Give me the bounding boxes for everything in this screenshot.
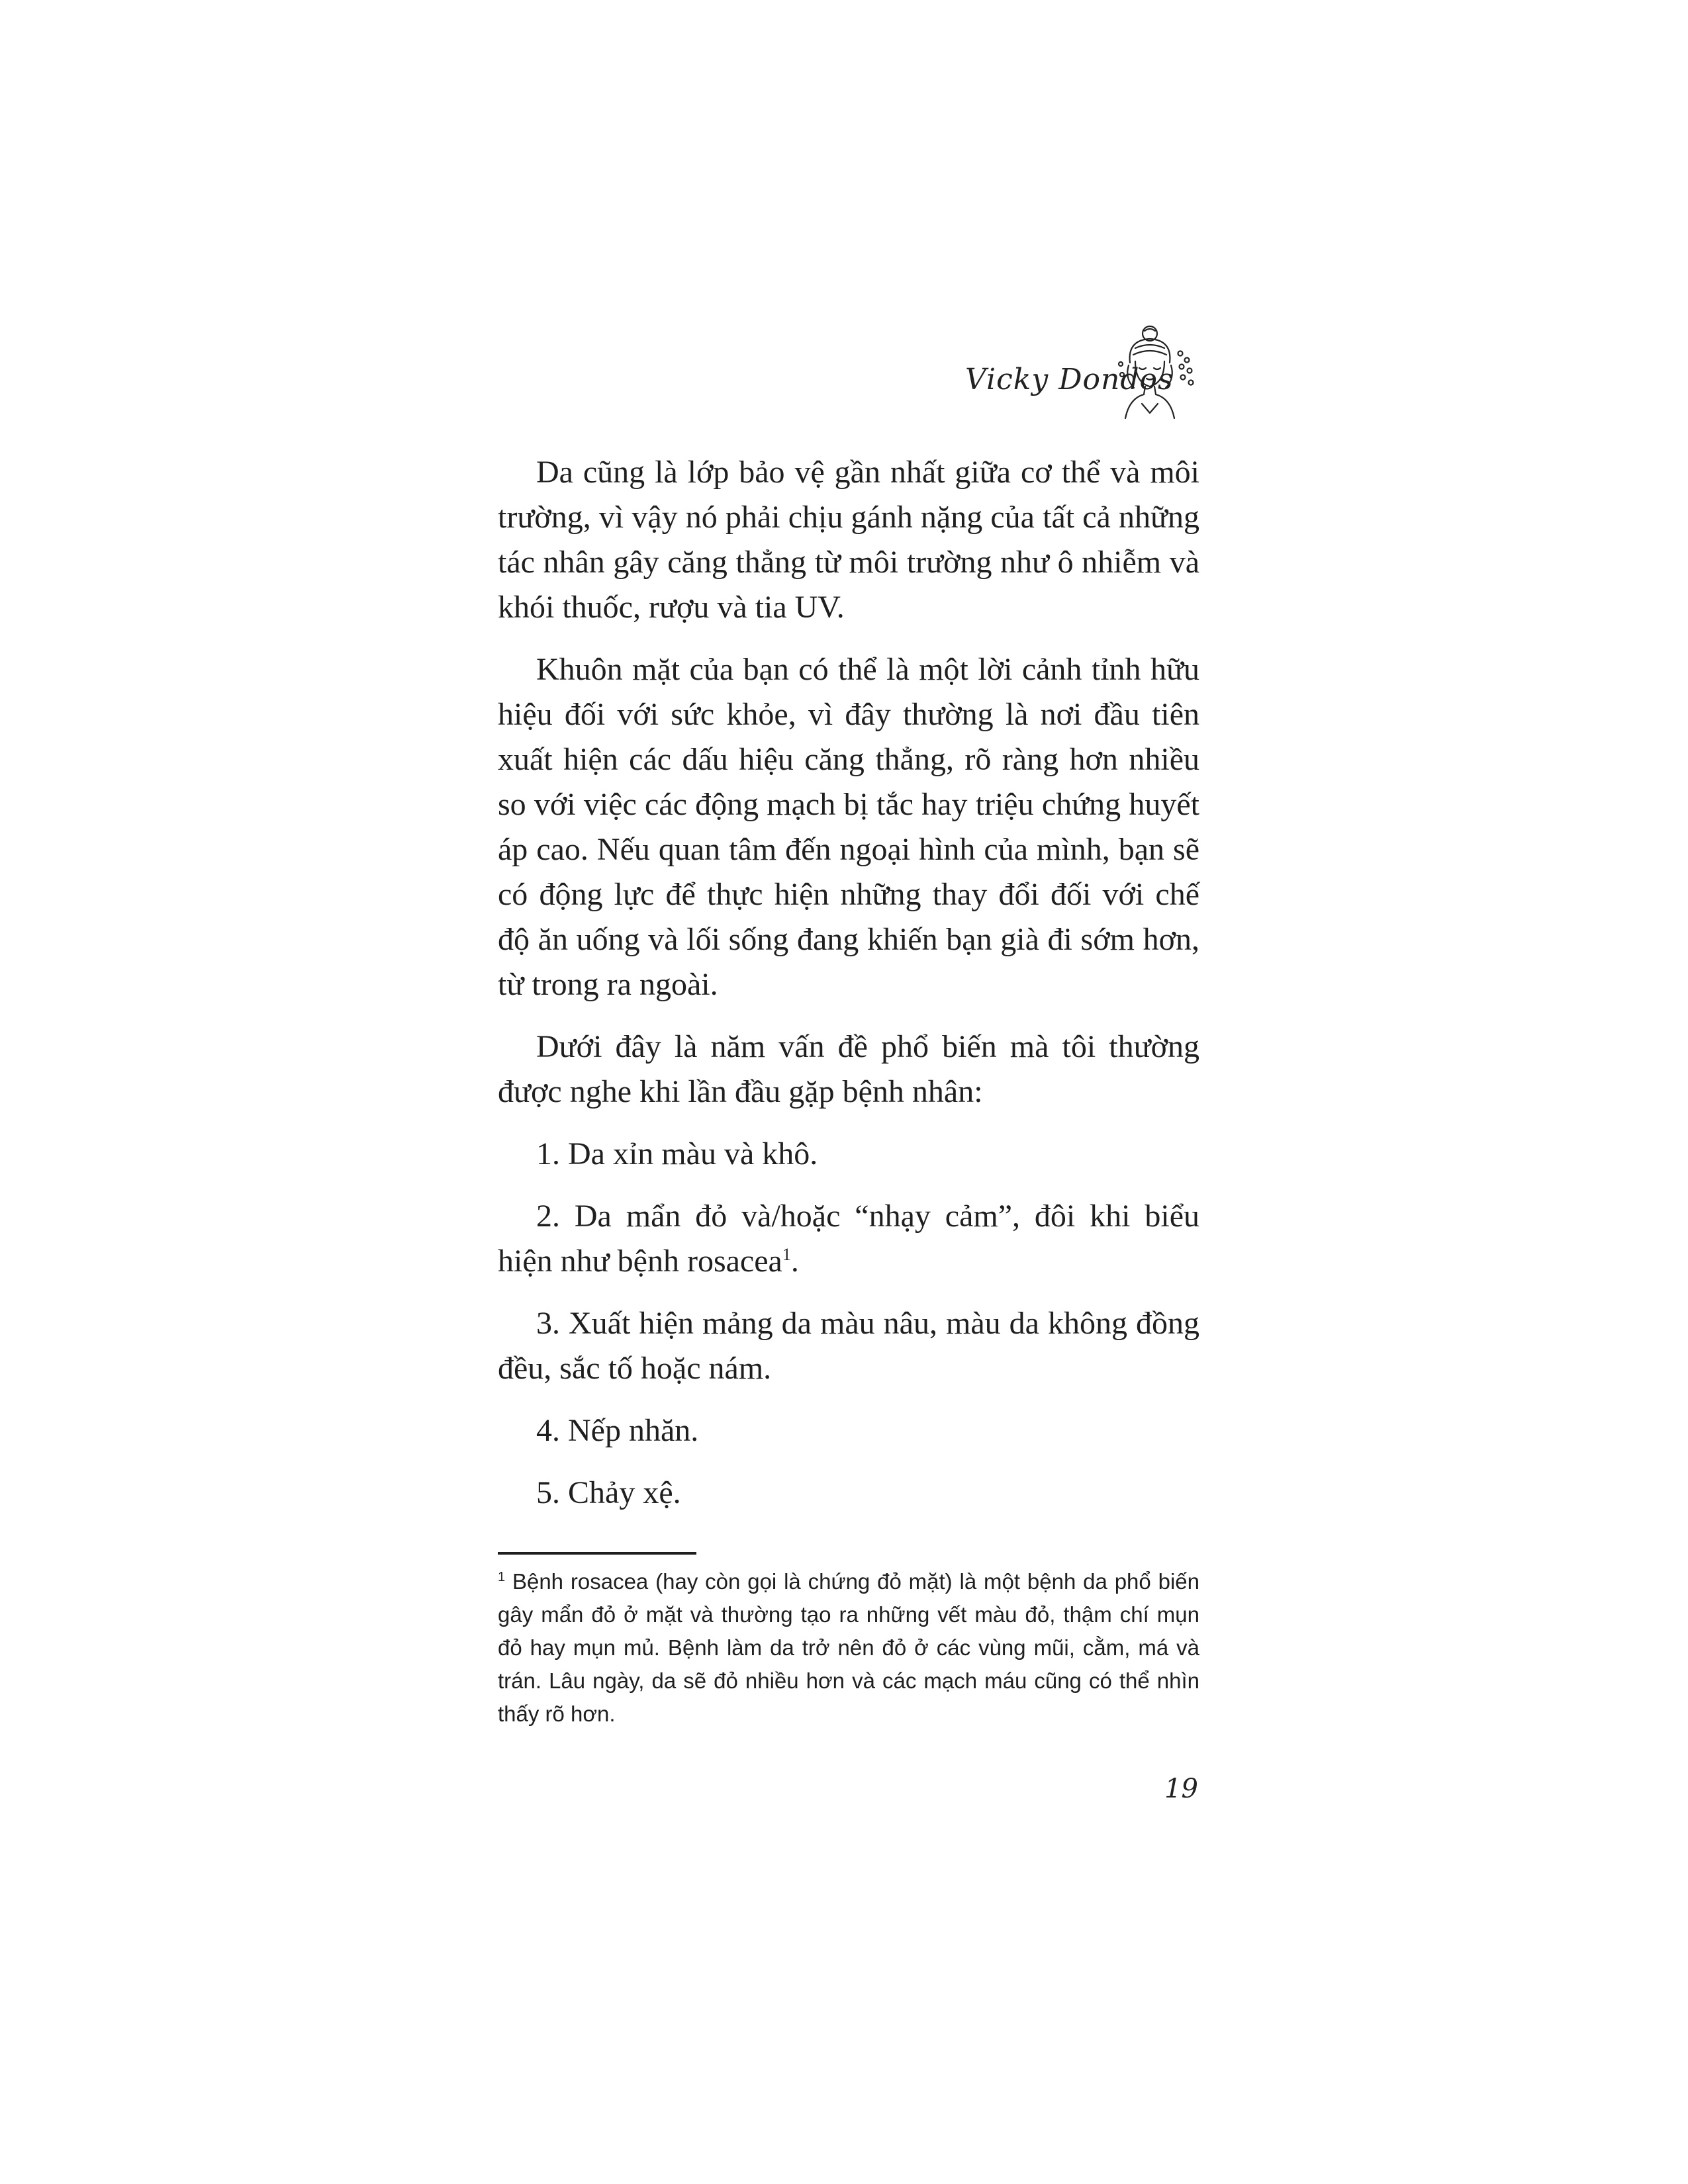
footnote-marker: 1 bbox=[498, 1570, 506, 1584]
page-number: 19 bbox=[1164, 1774, 1198, 1804]
footnote-reference[interactable]: 1 bbox=[782, 1245, 791, 1264]
list-item: 1. Da xỉn màu và khô. bbox=[536, 1136, 818, 1171]
paragraph: Khuôn mặt của bạn có thể là một lời cảnh tỉnh hữu hiệu đối với sức khỏe, vì đây thường là nơi đầu tiên xuất hiện các dấu hiệu căng thẳng, rõ ràng hơn nhiều so với việc các động mạch bị tắc hay triệu chứng huyết áp cao. Nếu quan tâm đến ngoại hình của mình, bạn sẽ có động lực để thực hiện những thay đổi đối với chế độ ăn uống và lối sống đang khiến bạn già đi sớm hơn, từ trong ra ngoài. bbox=[498, 652, 1199, 1002]
paragraph: Da cũng là lớp bảo vệ gần nhất giữa cơ thể và môi trường, vì vậy nó phải chịu gánh nặng của tất cả những tác nhân gây căng thẳng từ môi trường như ô nhiễm và khói thuốc, rượu và tia UV. bbox=[498, 455, 1199, 625]
footnote bbox=[498, 1565, 1199, 1731]
main-text bbox=[498, 450, 1199, 1533]
paragraph: Dưới đây là năm vấn đề phổ biến mà tôi thường được nghe khi lần đầu gặp bệnh nhân: bbox=[498, 1029, 1199, 1109]
list-item: 4. Nếp nhăn. bbox=[536, 1413, 699, 1448]
footnote-text: Bệnh rosacea (hay còn gọi là chứng đỏ mặt) là một bệnh da phổ biến gây mẩn đỏ ở mặt và thường tạo ra những vết màu đỏ, thậm chí mụn đỏ hay mụn mủ. Bệnh làm da trở nên đỏ ở các vùng mũi, cằm, má và trán. Lâu ngày, da sẽ đỏ nhiều hơn và các mạch máu cũng có thể nhìn thấy rõ hơn. bbox=[498, 1569, 1199, 1726]
list-item-text: 2. Da mẩn đỏ và/hoặc “nhạy cảm”, đôi khi biểu hiện như bệnh rosacea bbox=[498, 1199, 1199, 1279]
list-item-end: . bbox=[790, 1244, 799, 1279]
running-header bbox=[953, 324, 1205, 424]
author-name: Vicky Dondos bbox=[965, 363, 1174, 396]
list-item bbox=[498, 1194, 1199, 1284]
list-item: 3. Xuất hiện mảng da màu nâu, màu da không đồng đều, sắc tố hoặc nám. bbox=[498, 1306, 1199, 1386]
woman-portrait-icon bbox=[1115, 324, 1198, 420]
footnote-divider bbox=[498, 1552, 696, 1555]
list-item: 5. Chảy xệ. bbox=[536, 1475, 681, 1510]
